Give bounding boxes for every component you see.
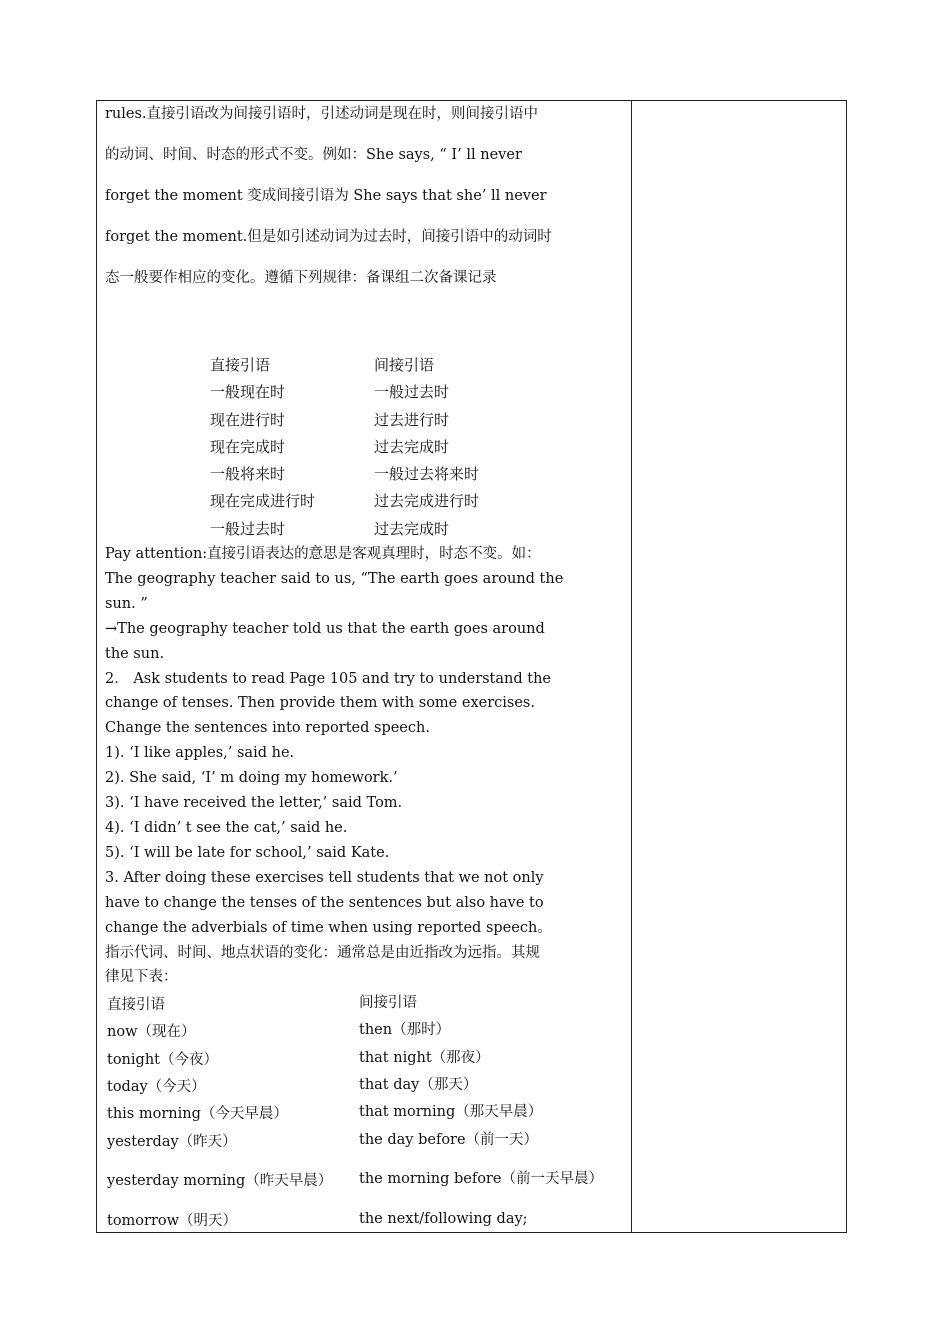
body-line: 2． Ask students to read Page 105 and try to understand the [105, 670, 552, 687]
time-indirect: that morning（那天早晨） [359, 1104, 543, 1121]
tense-indirect: 过去完成时 [374, 437, 450, 456]
time-row [107, 1072, 625, 1099]
body-line: 指示代词、时间、地点状语的变化：通常总是由近指改为远指。其规 [105, 944, 540, 961]
body-line: 4). ‘I didn’ t see the cat,’ said he. [105, 819, 348, 836]
time-indirect: 间接引语 [359, 995, 417, 1012]
intro-paragraph [105, 101, 623, 292]
intro-line: forget the moment.但是如引述动词为过去时，间接引语中的动词时 [105, 229, 552, 245]
time-indirect: the next/following day; [359, 1210, 528, 1227]
body-line: Pay attention:直接引语表达的意思是客观真理时，时态不变。如： [105, 546, 541, 562]
intro-line: rules.直接引语改为间接引语时，引述动词是现在时，则间接引语中 [105, 106, 539, 122]
tense-indirect: 过去完成进行时 [374, 492, 480, 511]
tense-direct: 一般过去时 [210, 519, 286, 538]
time-row [107, 1126, 625, 1153]
time-indirect: that day（那天） [359, 1077, 478, 1094]
body-line: the sun. [105, 645, 165, 662]
body-line: change of tenses. Then provide them with some exercises. [105, 695, 535, 712]
tense-indirect: 一般过去时 [374, 383, 450, 402]
tense-direct: 直接引语 [210, 356, 271, 374]
tense-direct: 现在完成时 [210, 437, 286, 456]
body-line: change the adverbials of time when using reported speech。 [105, 919, 552, 936]
tense-indirect: 间接引语 [374, 356, 435, 374]
content-cell [105, 101, 623, 1229]
time-direct: today（今天） [107, 1079, 206, 1096]
time-row [107, 990, 625, 1017]
time-indirect: the day before（前一天） [359, 1131, 539, 1148]
time-direct: yesterday morning（昨天早晨） [107, 1173, 333, 1190]
intro-line: forget the moment 变成间接引语为 She says that she’ ll never [105, 188, 547, 204]
tense-row [210, 516, 554, 543]
tense-table [210, 352, 554, 543]
time-direct: now（现在） [107, 1024, 196, 1041]
body-text [105, 542, 623, 990]
tense-row [210, 352, 554, 379]
body-line: 2). She said, ‘I’ m doing my homework.’ [105, 770, 398, 787]
tense-direct: 现在完成进行时 [210, 492, 316, 511]
body-line: →The geography teacher told us that the earth goes around [105, 620, 545, 637]
body-line: 3). ‘I have received the letter,’ said Tom. [105, 795, 403, 812]
column-divider [631, 101, 632, 1232]
intro-line: 态一般要作相应的变化。遵循下列规律：备课组二次备课记录 [105, 270, 497, 286]
time-row [107, 1099, 625, 1126]
time-indirect: the morning before（前一天早晨） [359, 1171, 603, 1188]
time-direct: yesterday（昨天） [107, 1133, 237, 1150]
tense-row [210, 379, 554, 406]
tense-row [210, 407, 554, 434]
tense-direct: 一般将来时 [210, 465, 286, 484]
body-line: Change the sentences into reported speech. [105, 720, 430, 737]
tense-row [210, 434, 554, 461]
intro-line: 的动词、时间、时态的形式不变。例如：She says, “ I’ ll never [105, 147, 522, 163]
tense-row [210, 461, 554, 488]
time-row [107, 1154, 625, 1206]
tense-direct: 现在进行时 [210, 410, 286, 429]
body-line: 3. After doing these exercises tell students that we not only [105, 869, 544, 886]
time-direct: tomorrow（明天） [107, 1212, 238, 1229]
body-line: The geography teacher said to us, “The earth goes around the [105, 570, 564, 587]
lesson-table [96, 100, 847, 1233]
body-line: have to change the tenses of the sentences but also have to [105, 894, 544, 911]
tense-indirect: 一般过去将来时 [374, 465, 480, 484]
body-line: sun. ” [105, 595, 148, 612]
body-line: 5). ‘I will be late for school,’ said Kate. [105, 844, 390, 861]
tense-indirect: 过去完成时 [374, 519, 450, 538]
time-direct: this morning（今天早晨） [107, 1106, 288, 1123]
time-row [107, 1017, 625, 1044]
time-indirect: that night（那夜） [359, 1049, 490, 1066]
time-row [107, 1045, 625, 1072]
time-direct: 直接引语 [107, 997, 165, 1014]
time-row [107, 1206, 625, 1233]
tense-direct: 一般现在时 [210, 383, 286, 402]
body-line: 1). ‘I like apples,’ said he. [105, 745, 295, 762]
tense-indirect: 过去进行时 [374, 410, 450, 429]
time-indirect: then（那时） [359, 1022, 451, 1039]
time-adverbial-table [107, 990, 625, 1233]
time-direct: tonight（今夜） [107, 1051, 218, 1068]
tense-row [210, 488, 554, 515]
body-line: 律见下表： [105, 969, 178, 986]
